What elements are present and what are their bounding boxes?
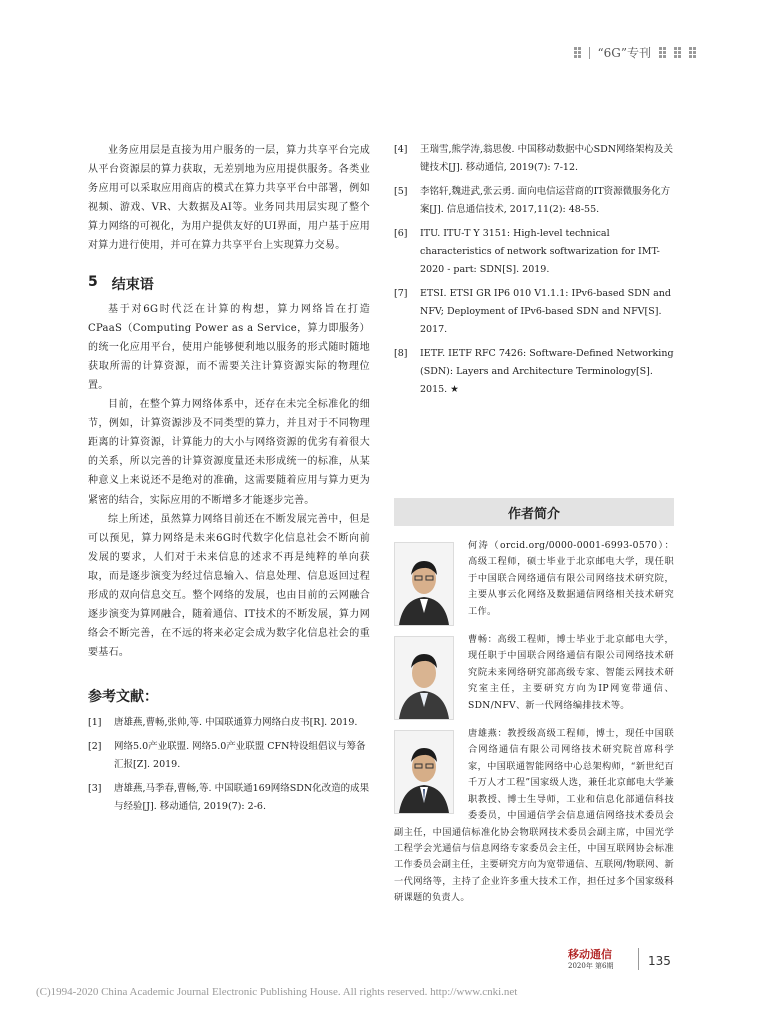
reference-item xyxy=(394,285,674,339)
author-section-heading: 作者简介 xyxy=(394,498,674,526)
reference-item xyxy=(88,780,370,816)
journal-section-title: “6G”专刊 xyxy=(597,46,651,60)
author-bio xyxy=(394,632,674,714)
reference-number: [3] xyxy=(88,783,102,795)
author-bio-text: 唐雄燕：教授级高级工程师，博士，现任中国联合网络通信有限公司网络技术研究院首席科学家，中国联通智能网络中心总架构师，“新世纪百千万人才工程”国家级人选，兼任北京邮电大学兼职教授、博士生导师，工业和信息化部通信科技委委员，中国通信学会信息通信网络技术委员会副主任，中国通信标准化协会物联网技术委员会副主席，中国光学工程学会光通信与信息网络专家委员会主任，中国互联网协会标准工作委员会副主任，主要研究方向为宽带通信、互联网/物联网、新一代网络等，主持了企业许多重大技术工作，担任过多个国家级科研课题的负责人。 xyxy=(394,728,674,904)
right-column xyxy=(394,141,674,907)
reference-number: [1] xyxy=(88,717,102,729)
section-title: 结束语 xyxy=(111,276,154,293)
reference-text: IETF. IETF RFC 7426: Software-Defined Networking (SDN): Layers and Architecture Terminology[S]. 2015. ★ xyxy=(420,348,674,395)
paragraph-conclusion-1: 基于对6G时代泛在计算的构想，算力网络旨在打造CPaaS（Computing Power as a Service，算力即服务）的统一化应用平台，使用户能够便利地以服务的形式随时随地获取所需的计算资源，而不需要关注计算资源实际的物理位置。 xyxy=(88,303,370,391)
author-bio-text: 曹畅：高级工程师，博士毕业于北京邮电大学，现任职于中国联合网络通信有限公司网络技术研究院未来网络研究部高级专家、智能云网技术研究室主任，主要研究方向为IP网宽带通信、SDN/NFV、新一代网络编排技术等。 xyxy=(468,634,674,711)
reference-text: ETSI. ETSI GR IP6 010 V1.1.1: IPv6-based SDN and NFV; Deployment of IPv6-based SDN and NFV[S]. 2017. xyxy=(420,288,671,335)
issue-label: 2020年 第6期 xyxy=(568,962,614,970)
portrait-icon xyxy=(395,637,453,719)
author-bio-text: 何涛（orcid.org/0000-0001-6993-0570）：高级工程师，硕士毕业于北京邮电大学，现任职于中国联合网络通信有限公司网络技术研究院，主要从事云化网络及数据通信网络相关技术研究工作。 xyxy=(468,540,674,617)
reference-item xyxy=(394,141,674,177)
author-bio xyxy=(394,726,674,906)
running-header xyxy=(574,44,697,61)
reference-number: [6] xyxy=(394,228,408,239)
reference-item xyxy=(394,225,674,279)
reference-text: 王瑞雪,熊学涛,翁思俊. 中国移动数据中心SDN网络架构及关键技术[J]. 移动通信, 2019(7): 7-12. xyxy=(420,144,674,173)
reference-item xyxy=(394,345,674,399)
reference-text: ITU. ITU-T Y 3151: High-level technical characteristics of network softwarization for IMT-2020 - part: SDN[S]. 2019. xyxy=(420,228,660,275)
reference-number: [4] xyxy=(394,144,408,155)
portrait-icon xyxy=(395,543,453,625)
paragraph-conclusion-3: 综上所述，虽然算力网络目前还在不断发展完善中，但是可以预见，算力网络是未来6G时代数字化信息社会不断向前发展的要求，人们对于未来信息的述求不再是纯粹的单向获取，而是逐步演变为经过信息输入、信息处理、信息返回过程形成的双向信息交互。整个网络的发展，也由目前的云网融合逐步演变为算网融合，随着通信、IT技术的不断发展，算力网络会不断完善，在不远的将来必定会成为数字化信息社会的重要基石。 xyxy=(88,513,370,659)
references-heading: 参考文献： xyxy=(88,689,158,706)
journal-logo: 移动通信 xyxy=(568,948,612,961)
author-photo xyxy=(394,730,454,814)
author-photo xyxy=(394,636,454,720)
page-number: 135 xyxy=(648,954,671,968)
footer-divider xyxy=(638,948,639,970)
left-column xyxy=(88,141,370,822)
reference-text: 唐雄燕,曹畅,张帅,等. 中国联通算力网络白皮书[R]. 2019. xyxy=(114,717,358,729)
reference-text: 唐雄燕,马季春,曹畅,等. 中国联通169网络SDN化改造的成果与经验[J]. 移动通信, 2019(7): 2-6. xyxy=(114,783,370,813)
reference-text: 网络5.0产业联盟. 网络5.0产业联盟 CFN特设组倡议与筹备汇报[Z]. 2019. xyxy=(114,741,366,771)
copyright-notice: (C)1994-2020 China Academic Journal Electronic Publishing House. All rights reserved. http://www.cnki.net xyxy=(36,986,518,998)
decor-dots-icon xyxy=(659,47,666,58)
reference-item xyxy=(88,714,370,732)
section-number: 5 xyxy=(88,273,98,290)
paragraph-conclusion-2: 目前，在整个算力网络体系中，还存在未完全标准化的细节，例如，计算资源涉及不同类型的算力，并且对于不同物理距离的计算资源，计算能力的大小与网络资源的优劣有着很大的关系，所以完善的计算资源度量还未形成统一的标准，从某种意义上来说还不是绝对的准确，这需要随着应用与算力更为紧密的结合，实际应用的不断增多才能逐步完善。 xyxy=(88,399,370,506)
reference-number: [5] xyxy=(394,186,408,197)
paragraph-business-layer: 业务应用层是直接为用户服务的一层，算力共享平台完成从平台资源层的算力获取，无差别地为应用提供服务。各类业务应用可以采取应用商店的模式在算力共享平台中部署，例如视频、游戏、VR、大数据及AI等。业务同共用层实现了整个算力网络的可视化，为用户提供友好的UI界面，用户基于应用对算力进行使用，并可在算力共享平台上实现算力交易。 xyxy=(88,145,370,252)
decor-dots-icon xyxy=(574,47,581,58)
decor-dots-icon xyxy=(674,47,681,58)
header-divider xyxy=(589,47,590,59)
author-bio xyxy=(394,538,674,620)
reference-item xyxy=(394,183,674,219)
section-heading xyxy=(88,274,370,294)
portrait-icon xyxy=(395,731,453,813)
decor-dots-icon xyxy=(689,47,696,58)
reference-number: [2] xyxy=(88,741,102,753)
author-photo xyxy=(394,542,454,626)
reference-number: [8] xyxy=(394,348,408,359)
reference-item xyxy=(88,738,370,774)
reference-text: 李铭轩,魏进武,张云勇. 面向电信运营商的IT资源微服务化方案[J]. 信息通信技术, 2017,11(2): 48-55. xyxy=(420,186,671,215)
reference-number: [7] xyxy=(394,288,408,299)
